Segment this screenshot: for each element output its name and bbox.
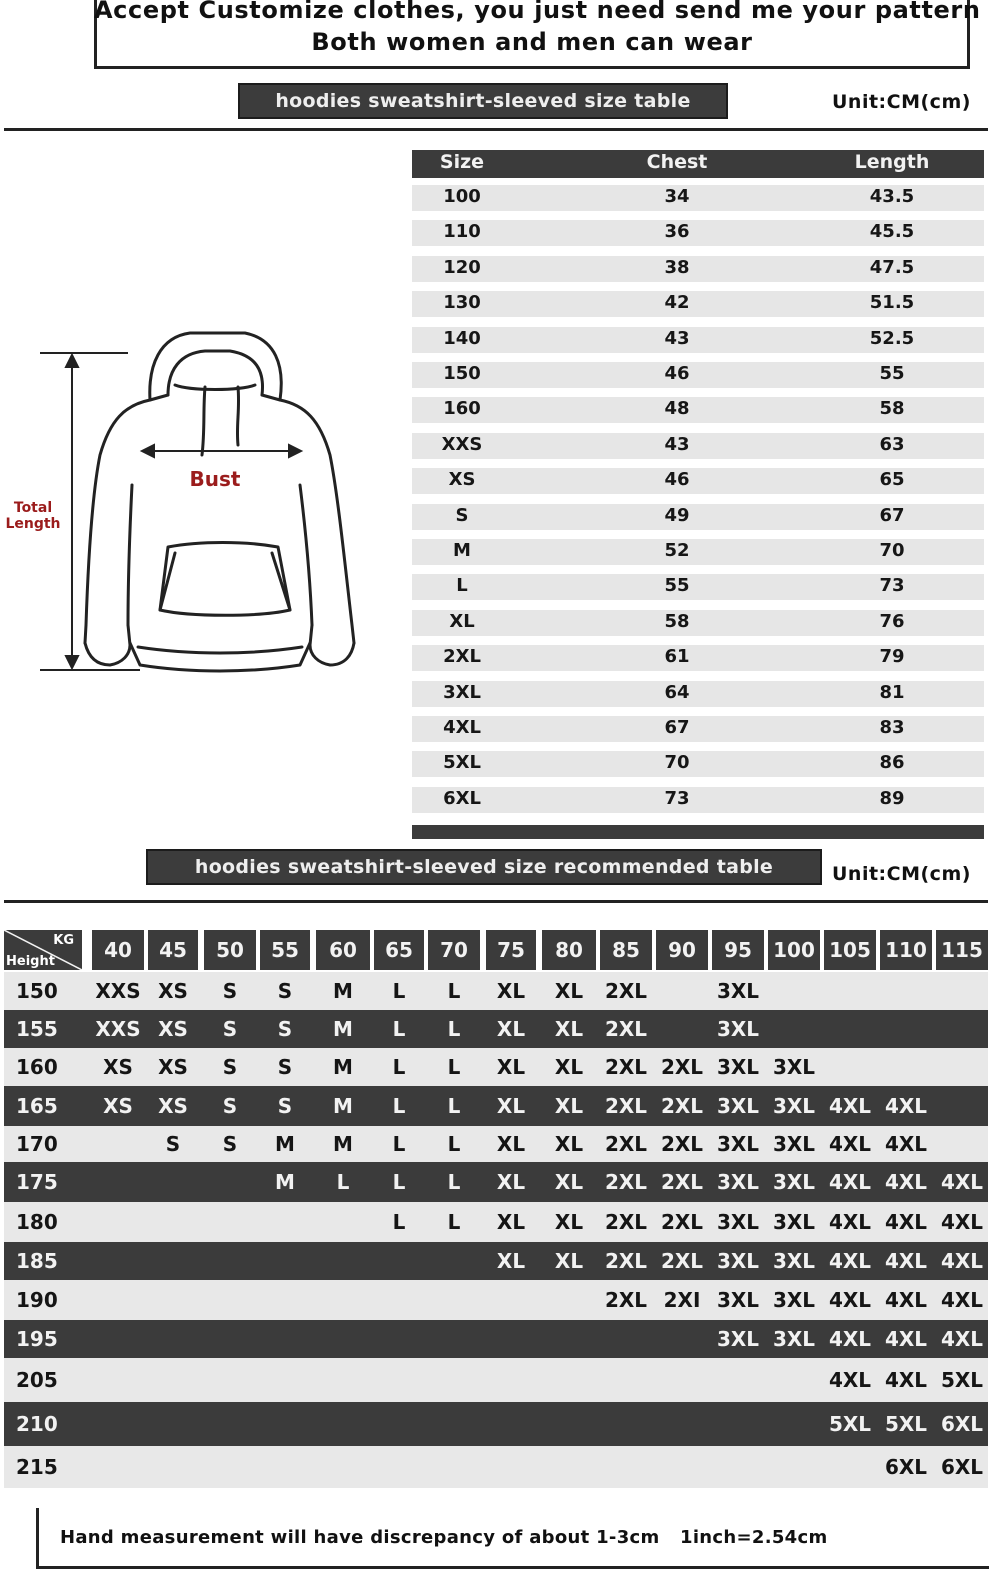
height-label: Height xyxy=(6,954,55,969)
size-recommendation-cell: 4XL xyxy=(940,1288,984,1312)
size-recommendation-cell: L xyxy=(392,1017,406,1041)
recommended-table-unit: Unit:CM(cm) xyxy=(832,863,971,885)
table-row xyxy=(4,1010,988,1048)
header-title: Accept Customize clothes, you just need send me your pattern xyxy=(94,0,981,24)
length-cell: 67 xyxy=(879,504,905,526)
size-cell: 120 xyxy=(443,256,481,278)
size-recommendation-cell: 3XL xyxy=(772,1249,816,1273)
size-recommendation-cell: L xyxy=(392,1210,406,1234)
size-column-header: Size xyxy=(439,151,485,173)
height-cell: 175 xyxy=(16,1170,58,1194)
size-recommendation-cell: L xyxy=(447,979,461,1003)
table-row xyxy=(4,1126,988,1162)
size-recommendation-cell: 2XL xyxy=(604,1210,648,1234)
size-table-header xyxy=(412,150,984,178)
table-row xyxy=(4,1280,988,1320)
total-length-label: Total Length xyxy=(5,500,61,532)
size-recommendation-cell: 4XL xyxy=(884,1249,928,1273)
size-recommendation-cell: 4XL xyxy=(828,1210,872,1234)
weight-header-cell: 50 xyxy=(204,930,256,970)
chest-cell: 38 xyxy=(664,256,690,278)
size-recommendation-cell: XL xyxy=(496,1094,526,1118)
table-row xyxy=(412,751,984,777)
size-recommendation-cell: S xyxy=(222,1017,238,1041)
size-recommendation-cell: 4XL xyxy=(884,1327,928,1351)
chest-cell: 64 xyxy=(664,681,690,703)
size-table-unit: Unit:CM(cm) xyxy=(832,91,971,113)
table-row xyxy=(412,716,984,742)
size-recommendation-cell: 2XL xyxy=(604,1288,648,1312)
size-recommendation-cell: L xyxy=(392,1055,406,1079)
size-recommendation-cell: S xyxy=(165,1132,181,1156)
size-recommendation-cell: S xyxy=(277,1055,293,1079)
height-cell: 195 xyxy=(16,1327,58,1351)
weight-header-cell: 85 xyxy=(600,930,652,970)
chest-column-header: Chest xyxy=(646,151,708,173)
chest-cell: 61 xyxy=(664,646,690,668)
table-row xyxy=(412,433,984,459)
length-column-header: Length xyxy=(854,151,930,173)
size-recommendation-cell: 3XL xyxy=(716,1288,760,1312)
size-recommendation-cell: XS xyxy=(158,1094,188,1118)
table-row xyxy=(412,610,984,636)
length-cell: 52.5 xyxy=(869,327,915,349)
size-recommendation-cell: XL xyxy=(496,1249,526,1273)
size-recommendation-cell: M xyxy=(275,1132,295,1156)
bust-label: Bust xyxy=(189,467,241,491)
height-cell: 150 xyxy=(16,979,58,1003)
size-recommendation-cell: XL xyxy=(496,1170,526,1194)
weight-header-cell: 100 xyxy=(768,930,820,970)
size-recommendation-cell: 3XL xyxy=(772,1327,816,1351)
size-recommendation-cell: XS xyxy=(158,1017,188,1041)
size-cell: XL xyxy=(449,610,475,632)
table-row xyxy=(4,1242,988,1280)
size-recommendation-cell: 4XL xyxy=(884,1288,928,1312)
size-recommendation-cell: S xyxy=(222,1094,238,1118)
height-cell: 170 xyxy=(16,1132,58,1156)
size-recommendation-cell: 4XL xyxy=(884,1368,928,1392)
size-recommendation-cell: M xyxy=(333,979,353,1003)
size-recommendation-cell: 4XL xyxy=(828,1094,872,1118)
size-cell: S xyxy=(455,504,469,526)
size-recommendation-cell: L xyxy=(336,1170,350,1194)
size-recommendation-cell: 4XL xyxy=(884,1132,928,1156)
size-cell: M xyxy=(453,540,471,561)
weight-header-cell: 55 xyxy=(260,930,310,970)
table-row xyxy=(412,327,984,353)
chest-cell: 70 xyxy=(664,752,690,774)
chest-cell: 73 xyxy=(664,787,690,809)
length-cell: 65 xyxy=(879,469,905,491)
size-recommendation-cell: L xyxy=(447,1210,461,1234)
table-row xyxy=(412,362,984,388)
size-recommendation-cell: 3XL xyxy=(716,1017,760,1041)
height-cell: 155 xyxy=(16,1017,58,1041)
size-recommendation-cell: L xyxy=(392,979,406,1003)
weight-header-cell: 60 xyxy=(316,930,370,970)
size-cell: 140 xyxy=(443,327,481,349)
size-cell: 5XL xyxy=(443,752,481,774)
length-cell: 81 xyxy=(879,681,905,703)
size-recommendation-cell: 3XL xyxy=(716,1094,760,1118)
table-row xyxy=(412,681,984,707)
size-recommendation-cell: 2XL xyxy=(660,1055,704,1079)
chest-cell: 36 xyxy=(664,221,690,243)
size-recommendation-cell: 4XL xyxy=(940,1249,984,1273)
weight-header-cell: 90 xyxy=(656,930,708,970)
length-cell: 70 xyxy=(879,540,905,561)
size-cell: 130 xyxy=(443,292,481,314)
chest-cell: 34 xyxy=(664,186,690,207)
size-recommendation-cell: XS xyxy=(103,1094,133,1118)
size-recommendation-cell: 4XL xyxy=(884,1170,928,1194)
length-cell: 79 xyxy=(879,646,905,668)
size-recommendation-cell: 3XL xyxy=(716,1170,760,1194)
size-recommendation-cell: L xyxy=(392,1094,406,1118)
size-recommendation-cell: XS xyxy=(158,979,188,1003)
table-row xyxy=(4,1446,988,1488)
chest-cell: 55 xyxy=(664,575,690,597)
size-recommendation-cell: 2XL xyxy=(604,1132,648,1156)
size-recommendation-cell: 2XL xyxy=(604,979,648,1003)
size-cell: XXS xyxy=(441,433,483,455)
size-recommendation-cell: XL xyxy=(554,979,584,1003)
size-recommendation-cell: XL xyxy=(496,1132,526,1156)
size-recommendation-cell: 3XL xyxy=(716,979,760,1003)
length-cell: 55 xyxy=(879,363,905,384)
divider xyxy=(4,128,988,131)
length-cell: 86 xyxy=(879,752,905,774)
size-recommendation-cell: S xyxy=(277,979,293,1003)
measurement-note: Hand measurement will have discrepancy of about 1-3cm xyxy=(60,1527,660,1548)
size-recommendation-cell: 2XL xyxy=(660,1132,704,1156)
size-recommendation-cell: 2XL xyxy=(604,1094,648,1118)
size-recommendation-cell: 3XL xyxy=(716,1327,760,1351)
weight-header-cell: 65 xyxy=(374,930,424,970)
height-cell: 210 xyxy=(16,1412,58,1436)
chest-cell: 52 xyxy=(664,540,690,561)
height-cell: 165 xyxy=(16,1094,58,1118)
size-recommendation-cell: 3XL xyxy=(716,1249,760,1273)
size-recommendation-cell: L xyxy=(447,1170,461,1194)
size-recommendation-cell: XXS xyxy=(95,979,141,1003)
size-recommendation-cell: 2XL xyxy=(604,1055,648,1079)
size-recommendation-cell: L xyxy=(392,1132,406,1156)
height-cell: 205 xyxy=(16,1368,58,1392)
size-recommendation-cell: S xyxy=(277,1017,293,1041)
size-recommendation-cell: M xyxy=(333,1017,353,1041)
size-recommendation-cell: XL xyxy=(554,1170,584,1194)
recommended-table-banner: hoodies sweatshirt-sleeved size recommended table xyxy=(146,849,822,885)
size-recommendation-cell: 5XL xyxy=(828,1412,872,1436)
size-recommendation-cell: XL xyxy=(496,1210,526,1234)
table-row xyxy=(4,1358,988,1402)
size-recommendation-cell: M xyxy=(333,1094,353,1118)
table-row xyxy=(4,1086,988,1126)
size-recommendation-cell: 3XL xyxy=(772,1132,816,1156)
size-recommendation-cell: S xyxy=(277,1094,293,1118)
length-cell: 89 xyxy=(879,787,905,809)
chest-cell: 48 xyxy=(664,398,690,420)
size-recommendation-cell: 4XL xyxy=(828,1249,872,1273)
table-row xyxy=(412,645,984,671)
size-recommendation-cell: 3XL xyxy=(772,1055,816,1079)
size-recommendation-cell: 3XL xyxy=(772,1288,816,1312)
size-cell: 2XL xyxy=(443,646,481,668)
divider xyxy=(4,900,988,903)
size-recommendation-cell: 2XL xyxy=(660,1094,704,1118)
size-recommendation-cell: XL xyxy=(554,1132,584,1156)
size-cell: 6XL xyxy=(443,787,481,809)
size-recommendation-cell: 5XL xyxy=(884,1412,928,1436)
size-recommendation-cell: 4XL xyxy=(940,1170,984,1194)
size-recommendation-cell: 4XL xyxy=(940,1210,984,1234)
size-recommendation-cell: 3XL xyxy=(772,1094,816,1118)
chest-cell: 46 xyxy=(664,363,690,384)
size-cell: XS xyxy=(448,469,476,491)
weight-header-cell: 40 xyxy=(92,930,144,970)
size-recommendation-cell: 3XL xyxy=(716,1055,760,1079)
table-row xyxy=(412,256,984,282)
size-recommendation-cell: XL xyxy=(496,979,526,1003)
size-recommendation-cell: 4XL xyxy=(828,1368,872,1392)
length-cell: 73 xyxy=(879,575,905,597)
weight-header-cell: 110 xyxy=(880,930,932,970)
size-recommendation-cell: XL xyxy=(554,1055,584,1079)
length-cell: 76 xyxy=(879,610,905,632)
size-recommendation-cell: 6XL xyxy=(884,1455,928,1479)
chest-cell: 42 xyxy=(664,292,690,314)
table-row xyxy=(4,1162,988,1202)
size-recommendation-cell: XL xyxy=(554,1249,584,1273)
size-cell: 100 xyxy=(443,186,481,207)
size-recommendation-cell: 3XL xyxy=(772,1170,816,1194)
size-recommendation-cell: XXS xyxy=(95,1017,141,1041)
size-cell: 4XL xyxy=(443,717,481,738)
size-recommendation-cell: 4XL xyxy=(828,1170,872,1194)
size-cell: L xyxy=(456,575,468,597)
chest-cell: 67 xyxy=(664,717,690,738)
table-row xyxy=(412,220,984,246)
size-recommendation-cell: XL xyxy=(496,1017,526,1041)
size-recommendation-cell: 2XL xyxy=(660,1170,704,1194)
table-row xyxy=(412,468,984,494)
table-row xyxy=(4,972,988,1010)
size-recommendation-cell: 4XL xyxy=(940,1327,984,1351)
chest-cell: 46 xyxy=(664,469,690,491)
size-recommendation-cell: XL xyxy=(554,1017,584,1041)
size-recommendation-cell: M xyxy=(275,1170,295,1194)
length-cell: 58 xyxy=(879,398,905,420)
size-recommendation-cell: M xyxy=(333,1055,353,1079)
size-recommendation-cell: XS xyxy=(103,1055,133,1079)
size-recommendation-cell: 3XL xyxy=(772,1210,816,1234)
size-recommendation-cell: 4XL xyxy=(884,1094,928,1118)
size-recommendation-cell: 2XI xyxy=(663,1288,701,1312)
size-table-footer-bar xyxy=(412,825,984,839)
weight-header-cell: 70 xyxy=(428,930,480,970)
weight-header-cell: 45 xyxy=(148,930,198,970)
length-cell: 51.5 xyxy=(869,292,915,314)
size-recommendation-cell: S xyxy=(222,1132,238,1156)
size-recommendation-cell: XL xyxy=(554,1094,584,1118)
size-recommendation-cell: L xyxy=(447,1132,461,1156)
size-recommendation-cell: 2XL xyxy=(604,1170,648,1194)
length-cell: 47.5 xyxy=(869,256,915,278)
size-recommendation-cell: 2XL xyxy=(604,1017,648,1041)
size-recommendation-cell: XL xyxy=(496,1055,526,1079)
length-cell: 83 xyxy=(879,717,905,738)
height-cell: 190 xyxy=(16,1288,58,1312)
size-cell: 3XL xyxy=(443,681,481,703)
size-recommendation-cell: 3XL xyxy=(716,1132,760,1156)
size-recommendation-cell: 4XL xyxy=(828,1132,872,1156)
weight-header-cell: 75 xyxy=(486,930,536,970)
size-recommendation-cell: L xyxy=(447,1055,461,1079)
table-row xyxy=(412,787,984,813)
table-row xyxy=(4,1320,988,1358)
height-cell: 215 xyxy=(16,1455,58,1479)
table-row xyxy=(412,539,984,565)
table-row xyxy=(412,185,984,211)
size-recommendation-cell: 4XL xyxy=(828,1288,872,1312)
recommended-table-corner xyxy=(4,930,82,970)
size-recommendation-cell: 3XL xyxy=(716,1210,760,1234)
size-recommendation-cell: S xyxy=(222,1055,238,1079)
height-cell: 185 xyxy=(16,1249,58,1273)
table-row xyxy=(412,504,984,530)
size-recommendation-cell: 4XL xyxy=(884,1210,928,1234)
weight-header-cell: 95 xyxy=(712,930,764,970)
size-recommendation-cell: 6XL xyxy=(940,1455,984,1479)
kg-label: KG xyxy=(53,933,74,948)
size-recommendation-cell: 2XL xyxy=(604,1249,648,1273)
size-cell: 110 xyxy=(443,221,481,243)
weight-header-cell: 105 xyxy=(824,930,876,970)
table-row xyxy=(4,1202,988,1242)
header-subtitle: Both women and men can wear xyxy=(311,28,753,56)
height-cell: 180 xyxy=(16,1210,58,1234)
size-recommendation-cell: M xyxy=(333,1132,353,1156)
length-cell: 45.5 xyxy=(869,221,915,243)
size-recommendation-cell: 5XL xyxy=(940,1368,984,1392)
size-recommendation-cell: L xyxy=(447,1017,461,1041)
height-cell: 160 xyxy=(16,1055,58,1079)
chest-cell: 43 xyxy=(664,433,690,455)
size-recommendation-cell: S xyxy=(222,979,238,1003)
length-cell: 63 xyxy=(879,433,905,455)
size-recommendation-cell: 6XL xyxy=(940,1412,984,1436)
weight-header-cell: 115 xyxy=(936,930,988,970)
weight-header-cell: 80 xyxy=(542,930,596,970)
table-row xyxy=(412,291,984,317)
table-row xyxy=(412,397,984,423)
size-recommendation-cell: 2XL xyxy=(660,1210,704,1234)
size-recommendation-cell: 4XL xyxy=(828,1327,872,1351)
size-recommendation-cell: L xyxy=(392,1170,406,1194)
length-cell: 43.5 xyxy=(869,186,915,207)
chest-cell: 43 xyxy=(664,327,690,349)
chest-cell: 49 xyxy=(664,504,690,526)
table-row xyxy=(4,1048,988,1086)
size-cell: 150 xyxy=(443,363,481,384)
table-row xyxy=(4,1402,988,1446)
chest-cell: 58 xyxy=(664,610,690,632)
size-recommendation-cell: L xyxy=(447,1094,461,1118)
size-table-banner: hoodies sweatshirt-sleeved size table xyxy=(238,83,728,119)
size-cell: 160 xyxy=(443,398,481,420)
table-row xyxy=(412,574,984,600)
size-recommendation-cell: 2XL xyxy=(660,1249,704,1273)
size-recommendation-cell: XS xyxy=(158,1055,188,1079)
unit-conversion: 1inch=2.54cm xyxy=(680,1527,828,1548)
size-recommendation-cell: XL xyxy=(554,1210,584,1234)
